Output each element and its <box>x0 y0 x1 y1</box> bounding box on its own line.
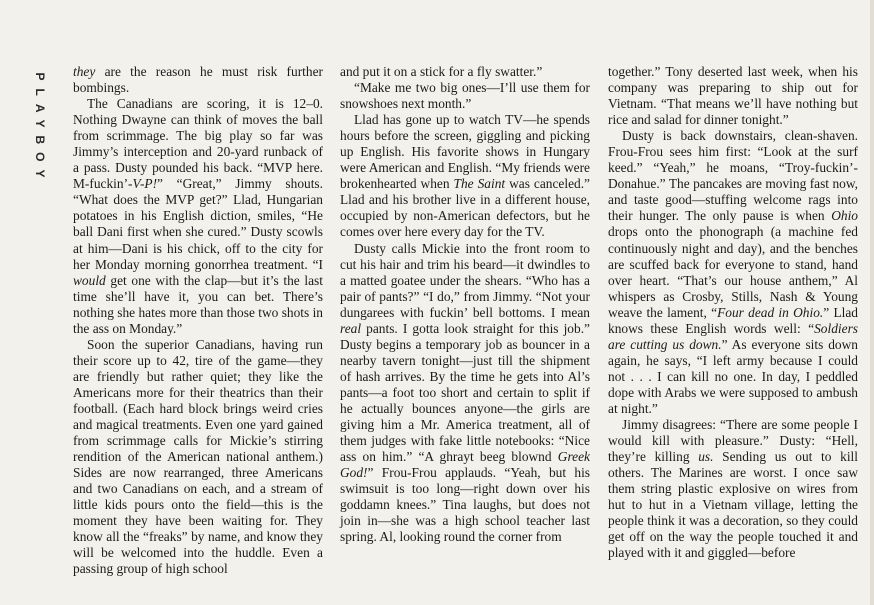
paragraph: Llad has gone up to watch TV—he spends hours before the screen, giggling and picking up English. His favorite shows in Hungary were American and English. “My friends were brokenhearted when The Saint was canceled.” Llad and his brother live in a different house, occupied by non-American defectors, but he comes over here every day for the TV. <box>340 112 591 240</box>
magazine-name: PLAYBOY <box>33 72 47 186</box>
text-column-2 <box>340 64 590 545</box>
paragraph: Dusty calls Mickie into the front room to cut his hair and trim his beard—it dwindles to a matted goatee under the shears. “Who has a pair of pants?” “I do,” from Jimmy. “Not your dungarees with fuckin’ bell bottoms. I mean real pants. I gotta look straight for this job.” Dusty begins a temporary job as bouncer in a nearby tavern tonight—just till the shipment of hash arrives. By the time he gets into Al’s pants—a foot too short and certain to split if he actually bounces anyone—the girls are giving him a Mr. America treatment, all of them judges with fake little notebooks: “Nice ass on him.” “A ghrayt beeg blownd Greek God!” Frou-Frou applauds. “Yeah, but his swimsuit is too long—right down over his goddamn knees.” Tina laughs, but does not join in—she was a high school teacher last spring. Al, looking round the corner from <box>340 240 590 545</box>
paragraph: “Make me two big ones—I’ll use them for snowshoes next month.” <box>340 80 590 112</box>
text-column-3 <box>608 64 858 561</box>
paragraph: The Canadians are scoring, it is 12–0. Nothing Dwayne can think of moves the ball from scrimmage. The big play so far was Jimmy’s interception and 20-yard runback of a pass. Dusty pounded his back. “MVP here. M-fuckin’-V-P!” “Great,” Jimmy shouts. “What does the MVP get?” Llad, Hungarian potatoes in his English diction, smiles, “He ball Dani first when she cured.” Dusty scowls at him—Dani is his chick, off to the city for her Monday morning gonorrhea treatment. “I would get one with the clap—but it’s the last time she’ll have it, you can bet. There’s nothing she hates more than those two shots in the ass on Monday.” <box>73 96 323 336</box>
running-head <box>16 60 56 200</box>
page-edge <box>870 0 874 605</box>
paragraph: Soon the superior Canadians, having run their score up to 42, tire of the game—they are friendly but rather quiet; they like the Americans more for their theatrics than their football. (Each hard block brings weird cries and magical treatments. Even one yard gained from scrimmage calls for Mickie’s stirring rendition of the American national anthem.) Sides are now rearranged, three Americans and two Canadians on each, and a stream of little kids pours onto the field—this is the moment they have been waiting for. They know all the “freaks” by name, and know they will be welcomed into the huddle. Even a passing group of high school <box>73 336 323 577</box>
paragraph: and put it on a stick for a fly swatter.” <box>340 64 543 79</box>
paragraph: Dusty is back downstairs, clean-shaven. Frou-Frou sees him first: “Look at the surf keed.” “Yeah,” he moans, “Troy-fuckin’-Donahue.” The pancakes are moving fast now, and taste good—stuffing welcome rags into their hunger. The only pause is when Ohio drops onto the phonograph (a machine fed continuously night and day), and the benches are scuffed back for everyone to stand, hand over heart. “That’s our house anthem,” Al whispers as Crosby, Stills, Nash & Young weave the lament, “Four dead in Ohio.” Llad knows these English words well: “Soldiers are cutting us down.” As everyone sits down again, he says, “I left army because I could not . . . I can kill no one. In day, I peddled dope with Arabs we were supposed to ambush at night.” <box>608 128 858 416</box>
paragraph: they are the reason he must risk further bombings. <box>73 64 323 96</box>
text-column-1 <box>73 64 323 578</box>
paragraph: Jimmy disagrees: “There are some people I would kill with pleasure.” Dusty: “Hell, they’re killing us. Sending us out to kill others. The Marines are worst. I once saw them string plastic explosive on wires from hut to hut in a Vietnam village, letting the people think it was a decoration, so they could get off on the way the people touched it and played with it and giggled—before <box>608 417 858 561</box>
paragraph: together.” Tony deserted last week, when his company was preparing to ship out for Vietnam. “That means we’ll have nothing but rice and salad for dinner tonight.” <box>608 64 858 128</box>
